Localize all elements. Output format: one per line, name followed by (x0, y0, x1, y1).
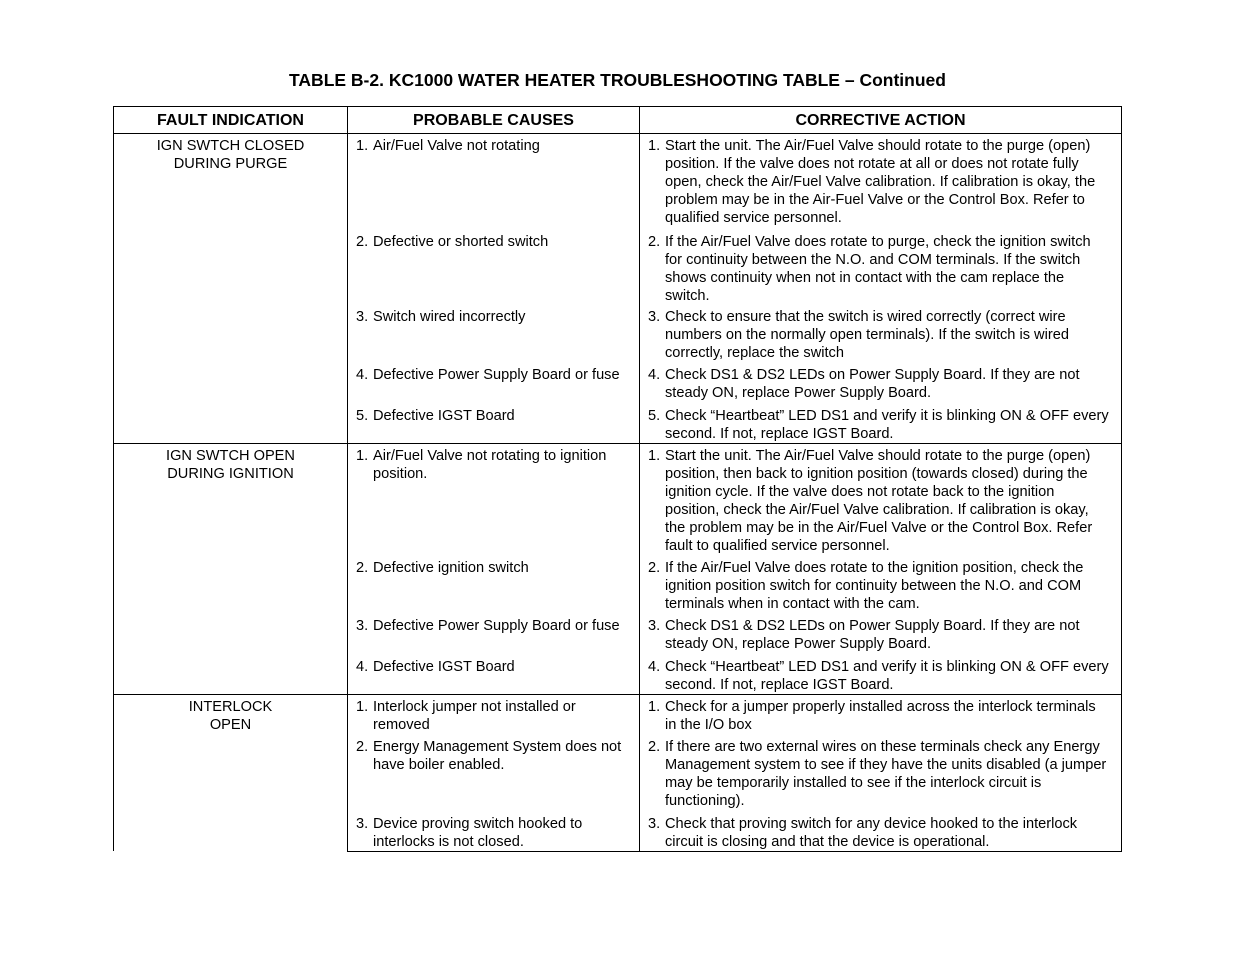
probable-cause-cell (348, 134, 640, 230)
cause-number: 1. (356, 699, 369, 715)
fault-indication-line: DURING PURGE (173, 156, 288, 172)
probable-cause-item (356, 617, 631, 635)
cause-number: 2. (356, 233, 369, 250)
corrective-action-item (648, 447, 1111, 555)
action-number: 4. (648, 366, 661, 383)
fault-indication-line: OPEN (209, 717, 252, 733)
table-header-row (114, 107, 1122, 134)
table-title: TABLE B-2. KC1000 WATER HEATER TROUBLESHOOTING TABLE – Continued (289, 70, 946, 90)
cause-text: Defective or shorted switch (373, 233, 549, 250)
action-text: If the Air/Fuel Valve does rotate to the ignition position, check the ignition position switch for continuity between the N.O. and COM terminals when in contact with the cam. (665, 560, 1084, 612)
probable-cause-cell (348, 655, 640, 695)
cause-number: 2. (356, 560, 369, 576)
action-number: 3. (648, 618, 661, 634)
cause-text: Defective Power Supply Board or fuse (373, 366, 620, 383)
troubleshooting-table (113, 106, 1122, 852)
probable-cause-cell (348, 443, 640, 556)
corrective-action-item (648, 658, 1111, 694)
probable-cause-item (356, 447, 631, 483)
corrective-action-cell (640, 655, 1122, 695)
action-text: If the Air/Fuel Valve does rotate to purge, check the ignition switch for continuity between the N.O. and COM terminals. If the switch shows continuity when not in contact with the cam replace the switch. (665, 233, 1091, 304)
action-number: 3. (648, 308, 661, 325)
cause-number: 3. (356, 815, 369, 832)
corrective-action-cell (640, 404, 1122, 444)
column-header-fault: FAULT INDICATION (114, 107, 348, 134)
fault-indication-line: IGN SWTCH CLOSED (156, 138, 305, 154)
probable-cause-cell (348, 230, 640, 305)
action-number: 2. (648, 560, 661, 576)
probable-cause-item (356, 815, 631, 851)
probable-cause-item (356, 308, 631, 326)
cause-text: Defective IGST Board (373, 407, 515, 424)
probable-cause-cell (348, 735, 640, 812)
action-number: 1. (648, 447, 661, 464)
probable-cause-item (356, 559, 631, 577)
probable-cause-item (356, 366, 631, 384)
action-number: 1. (648, 699, 661, 715)
corrective-action-cell (640, 614, 1122, 655)
cause-text: Defective Power Supply Board or fuse (373, 618, 620, 634)
action-text: If there are two external wires on these terminals check any Energy Management system to see if they have the units disabled (a jumper may be temporarily installed to see if the interlock circuit is functioning). (665, 738, 1107, 809)
corrective-action-cell (640, 363, 1122, 404)
corrective-action-cell (640, 134, 1122, 230)
action-number: 1. (648, 138, 661, 154)
probable-cause-item (356, 407, 631, 425)
fault-indication-cell (114, 443, 348, 695)
column-header-action: CORRECTIVE ACTION (640, 107, 1122, 134)
probable-cause-item (356, 233, 631, 251)
corrective-action-item (648, 815, 1111, 851)
probable-cause-cell (348, 812, 640, 852)
corrective-action-cell (640, 305, 1122, 363)
table-row (114, 134, 1122, 230)
corrective-action-item (648, 617, 1111, 653)
cause-number: 1. (356, 447, 369, 464)
probable-cause-item (356, 658, 631, 676)
action-number: 2. (648, 233, 661, 250)
corrective-action-cell (640, 556, 1122, 614)
action-number: 3. (648, 815, 661, 832)
action-text: Check “Heartbeat” LED DS1 and verify it is blinking ON & OFF every second. If not, replace IGST Board. (665, 659, 1109, 693)
corrective-action-cell (640, 230, 1122, 305)
probable-cause-item (356, 738, 631, 774)
action-text: Check DS1 & DS2 LEDs on Power Supply Board. If they are not steady ON, replace Power Supply Board. (665, 618, 1080, 652)
cause-text: Air/Fuel Valve not rotating to ignition position. (373, 447, 607, 482)
fault-indication-line: IGN SWTCH OPEN (166, 447, 295, 464)
action-text: Check for a jumper properly installed across the interlock terminals in the I/O box (665, 699, 1096, 733)
cause-number: 5. (356, 407, 369, 424)
action-text: Start the unit. The Air/Fuel Valve should rotate to the purge (open) position. If the valve does not rotate at all or does not rotate fully open, check the Air/Fuel Valve calibration. If calibration is okay, the problem may be in the Air-Fuel Valve or the Control Box. Refer to qualified service personnel. (665, 138, 1096, 226)
corrective-action-item (648, 407, 1111, 443)
action-text: Start the unit. The Air/Fuel Valve should rotate to the purge (open) position, then back to ignition position (towards closed) during the ignition cycle. If the valve does not rotate back to the ignition position, check the Air/Fuel Valve calibration. If calibration is okay, the problem may be in the Air/Fuel Valve or the Control Box. Refer fault to qualified service personnel. (665, 447, 1093, 554)
corrective-action-cell (640, 695, 1122, 735)
cause-number: 4. (356, 659, 369, 675)
fault-indication-line: INTERLOCK (188, 699, 273, 715)
action-text: Check DS1 & DS2 LEDs on Power Supply Board. If they are not steady ON, replace Power Supply Board. (665, 366, 1080, 401)
cause-number: 3. (356, 308, 369, 325)
cause-text: Device proving switch hooked to interlocks is not closed. (373, 815, 583, 850)
corrective-action-item (648, 698, 1111, 734)
cause-text: Defective ignition switch (373, 560, 529, 576)
corrective-action-item (648, 137, 1111, 227)
corrective-action-item (648, 366, 1111, 402)
corrective-action-cell (640, 812, 1122, 852)
table-row (114, 695, 1122, 735)
probable-cause-item (356, 137, 631, 155)
column-header-causes: PROBABLE CAUSES (348, 107, 640, 134)
table-row (114, 443, 1122, 556)
action-number: 4. (648, 659, 661, 675)
action-number: 2. (648, 738, 661, 755)
action-text: Check “Heartbeat” LED DS1 and verify it is blinking ON & OFF every second. If not, replace IGST Board. (665, 407, 1109, 442)
cause-number: 3. (356, 618, 369, 634)
corrective-action-item (648, 559, 1111, 613)
cause-text: Energy Management System does not have boiler enabled. (373, 738, 622, 773)
probable-cause-cell (348, 305, 640, 363)
cause-text: Interlock jumper not installed or removed (373, 699, 576, 733)
corrective-action-item (648, 308, 1111, 362)
probable-cause-cell (348, 614, 640, 655)
probable-cause-cell (348, 404, 640, 444)
cause-text: Air/Fuel Valve not rotating (373, 138, 540, 154)
fault-indication-line: DURING IGNITION (167, 465, 294, 482)
cause-text: Defective IGST Board (373, 659, 515, 675)
corrective-action-item (648, 738, 1111, 810)
corrective-action-cell (640, 443, 1122, 556)
cause-number: 1. (356, 138, 369, 154)
action-text: Check to ensure that the switch is wired correctly (correct wire numbers on the normally open terminals). If the switch is wired correctly, replace the switch (665, 308, 1069, 361)
cause-number: 2. (356, 738, 369, 755)
action-number: 5. (648, 407, 661, 424)
probable-cause-cell (348, 556, 640, 614)
table-body (114, 134, 1122, 852)
action-text: Check that proving switch for any device hooked to the interlock circuit is closing and that the device is operational. (665, 815, 1078, 850)
corrective-action-item (648, 233, 1111, 305)
probable-cause-item (356, 698, 631, 734)
fault-indication-cell (114, 695, 348, 852)
probable-cause-cell (348, 695, 640, 735)
corrective-action-cell (640, 735, 1122, 812)
cause-text: Switch wired incorrectly (373, 308, 526, 325)
fault-indication-cell (114, 134, 348, 444)
probable-cause-cell (348, 363, 640, 404)
cause-number: 4. (356, 366, 369, 383)
